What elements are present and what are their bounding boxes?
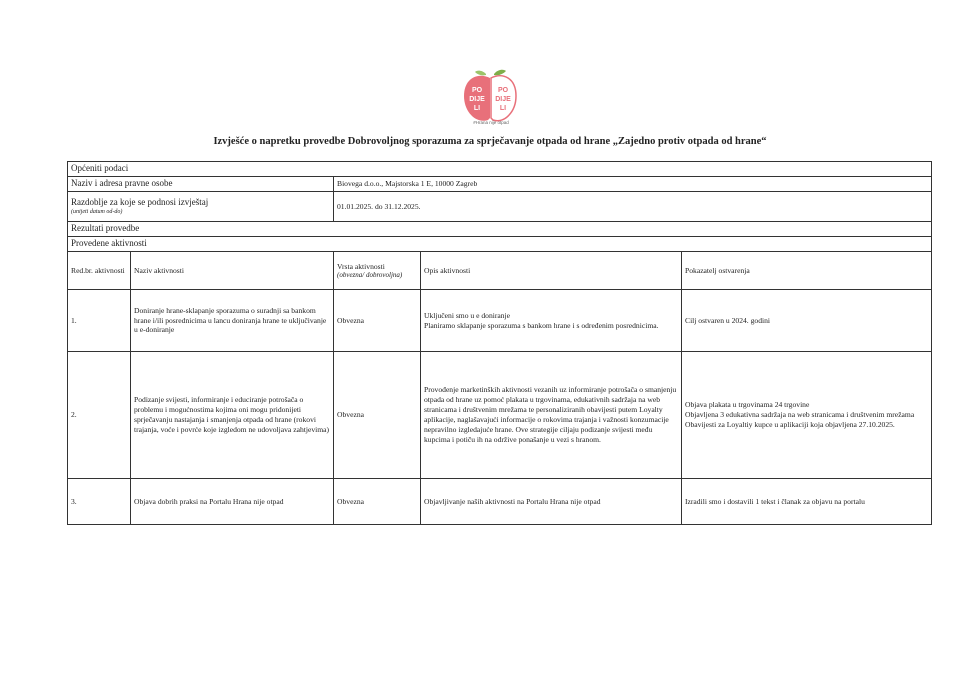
activity-indicator: Objava plakata u trgovinama 24 trgovine Objavljena 3 edukativna sadržaja na web stranicama i društvenim mrežama Obavijesti za Loyaltiy kupce u aplikaciji koja objavljena 27.10.2025. [682, 352, 932, 479]
entity-name-value: Biovega d.o.o., Majstorska 1 E, 10000 Zagreb [334, 177, 932, 192]
logo-tagline: #Hrana nije otpad [473, 120, 509, 125]
table-row [68, 352, 932, 479]
activity-type: Obvezna [334, 479, 421, 525]
leaf-icon [475, 71, 486, 76]
column-header-type-cell [334, 252, 421, 290]
general-data-header: Općeniti podaci [68, 162, 932, 177]
activity-description: Objavljivanje naših aktivnosti na Portalu Hrana nije otpad [421, 479, 682, 525]
activity-type: Obvezna [334, 290, 421, 352]
activity-name: Doniranje hrane-sklapanje sporazuma o suradnji sa bankom hrane i/ili posrednicima u lancu doniranja hrane te uključivanje u e-doniranje [131, 290, 334, 352]
period-label: Razdoblje za koje se podnosi izvještaj [71, 197, 209, 208]
activity-type: Obvezna [334, 352, 421, 479]
activity-indicator: Izradili smo i dostavili 1 tekst i članak za objavu na portalu [682, 479, 932, 525]
activities-header: Provedene aktivnosti [68, 237, 932, 252]
activity-name: Podizanje svijesti, informiranje i educiranje potrošača o problemu i mogućnostima kojima oni mogu pridonijeti sprječavanju nastajanja i smanjenja otpada od hrane (rokovi trajanja, voće i povrće koje izgledom ne udovoljava zahtjevima) [131, 352, 334, 479]
column-header-no: Red.br. aktivnosti [68, 252, 131, 290]
entity-name-label: Naziv i adresa pravne osobe [68, 177, 334, 192]
column-header-name: Naziv aktivnosti [131, 252, 334, 290]
activity-indicator: Cilj ostvaren u 2024. godini [682, 290, 932, 352]
period-value: 01.01.2025. do 31.12.2025. [334, 192, 932, 222]
svg-text:LI: LI [499, 105, 507, 112]
column-header-type-hint: (obvezna/ dobrovoljna) [337, 270, 403, 279]
svg-text:DIJE: DIJE [495, 96, 511, 103]
activity-name: Objava dobrih praksi na Portalu Hrana nije otpad [131, 479, 334, 525]
row-number: 3. [68, 479, 131, 525]
report-table [67, 161, 932, 525]
activity-description: Uključeni smo u e doniranje Planiramo sklapanje sporazuma s bankom hrane i s određenim posrednicima. [421, 290, 682, 352]
column-header-indicator: Pokazatelj ostvarenja [682, 252, 932, 290]
table-row [68, 479, 932, 525]
column-header-type: Vrsta aktivnosti [337, 261, 385, 271]
leaf-icon [494, 70, 506, 76]
svg-text:LI: LI [473, 105, 481, 112]
activity-description: Provođenje marketinških aktivnosti vezanih uz informiranje potrošača o smanjenju otpada od hrane uz pomoć plakata u trgovinama, edukativnih sadržaja na web stranicama i društvenim mrežama te personaliziranih obavijesti putem Loyalty aplikacije, naglašavajući informacije o rokovima trajanja i važnosti konzumacije nepravilno izgledajuće hrane. Ove strategije ciljaju podizanje svijesti među kupcima i potiču ih na održive ponašanje u vezi s hranom. [421, 352, 682, 479]
svg-text:PO: PO [497, 87, 509, 94]
report-title: Izvješće o napretku provedbe Dobrovoljnog sporazuma za sprječavanje otpada od hrane „Zajedno protiv otpada od hrane“ [213, 136, 767, 147]
results-header: Rezultati provedbe [68, 222, 932, 237]
column-header-desc: Opis aktivnosti [421, 252, 682, 290]
table-row [68, 290, 932, 352]
period-hint: (unijeti datum od-do) [71, 209, 123, 216]
row-number: 1. [68, 290, 131, 352]
svg-text:DIJE: DIJE [469, 96, 485, 103]
row-number: 2. [68, 352, 131, 479]
svg-text:PO: PO [471, 87, 483, 94]
period-label-cell [68, 192, 334, 222]
